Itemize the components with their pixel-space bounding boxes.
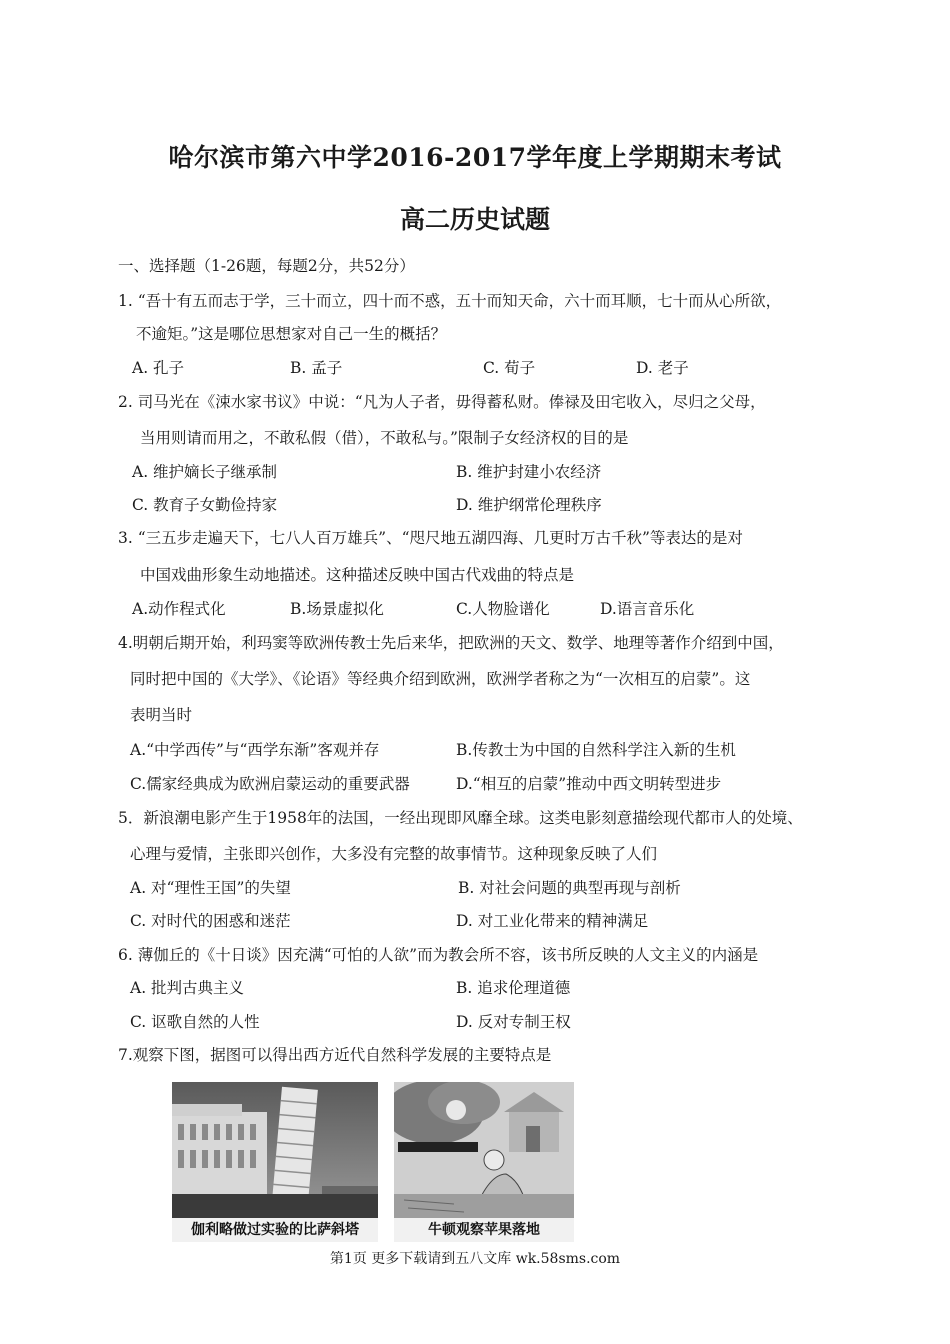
leaning-tower-photo <box>172 1082 378 1242</box>
question-line: 不逾矩。”这是哪位思想家对自己一生的概括？ <box>136 325 447 343</box>
option: C. 荀子 <box>483 359 536 377</box>
question-line: 中国戏曲形象生动地描述。这种描述反映中国古代戏曲的特点是 <box>140 566 575 584</box>
option: B. 追求伦理道德 <box>456 979 571 997</box>
leaning-tower-image <box>172 1082 378 1218</box>
option: D.“相互的启蒙”推动中西文明转型进步 <box>456 775 722 793</box>
figure-group <box>172 1082 574 1242</box>
option: B. 对社会问题的典型再现与剖析 <box>458 879 681 897</box>
question-line: 表明当时 <box>130 706 193 724</box>
option: C. 教育子女勤俭持家 <box>132 496 278 514</box>
exam-title: 哈尔滨市第六中学2016-2017学年度上学期期末考试 <box>168 143 782 172</box>
question-line: 5．新浪潮电影产生于1958年的法国，一经出现即风靡全球。这类电影刻意描绘现代都市人的处境、 <box>118 809 803 827</box>
option: D. 维护纲常伦理秩序 <box>456 496 602 514</box>
figure-caption: 牛顿观察苹果落地 <box>394 1218 574 1242</box>
question-line: 7.观察下图，据图可以得出西方近代自然科学发展的主要特点是 <box>118 1046 552 1064</box>
question-line: 同时把中国的《大学》、《论语》等经典介绍到欧洲，欧洲学者称之为“一次相互的启蒙”。这 <box>130 670 751 688</box>
option: B. 维护封建小农经济 <box>456 463 602 481</box>
option: D. 对工业化带来的精神满足 <box>456 912 649 930</box>
question-line: 3. “三五步走遍天下，七八人百万雄兵”、“咫尺地五湖四海、几更时万古千秋”等表达的是对 <box>118 529 743 547</box>
option: C. 对时代的困惑和迷茫 <box>130 912 291 930</box>
question-line: 当用则请而用之，不敢私假（借），不敢私与。”限制子女经济权的目的是 <box>140 429 629 447</box>
option: A.动作程式化 <box>132 600 226 618</box>
question-line: 6. 薄伽丘的《十日谈》因充满“可怕的人欲”而为教会所不容，该书所反映的人文主义的内涵是 <box>118 946 759 964</box>
question-line: 2. 司马光在《涑水家书议》中说：“凡为人子者，毋得蓄私财。俸禄及田宅收入，尽归之父母， <box>118 393 766 411</box>
option: B. 孟子 <box>290 359 343 377</box>
newton-apple-illustration <box>394 1082 574 1242</box>
option: B.传教士为中国的自然科学注入新的生机 <box>456 741 736 759</box>
option: A. 孔子 <box>132 359 185 377</box>
option: C. 讴歌自然的人性 <box>130 1013 260 1031</box>
question-line: 1. “吾十有五而志于学，三十而立，四十而不惑，五十而知天命，六十而耳顺，七十而从心所欲， <box>118 292 782 310</box>
option: A. 对“理性王国”的失望 <box>130 879 291 897</box>
exam-subtitle: 高二历史试题 <box>399 205 550 234</box>
question-line: 心理与爱情，主张即兴创作，大多没有完整的故事情节。这种现象反映了人们 <box>130 845 658 863</box>
option: C.人物脸谱化 <box>456 600 550 618</box>
page-footer: 第1页 更多下载请到五八文库 wk.58sms.com <box>329 1251 621 1267</box>
option: A. 批判古典主义 <box>130 979 245 997</box>
option: C.儒家经典成为欧洲启蒙运动的重要武器 <box>130 775 410 793</box>
figure-caption: 伽利略做过实验的比萨斜塔 <box>172 1218 378 1242</box>
option: B.场景虚拟化 <box>290 600 384 618</box>
newton-image <box>394 1082 574 1218</box>
option: D. 老子 <box>636 359 689 377</box>
section-heading: 一、选择题（1-26题，每题2分，共52分） <box>118 257 415 275</box>
option: D. 反对专制王权 <box>456 1013 571 1031</box>
option: D.语言音乐化 <box>600 600 695 618</box>
option: A.“中学西传”与“西学东渐”客观并存 <box>130 741 380 759</box>
option: A. 维护嫡长子继承制 <box>132 463 278 481</box>
question-line: 4.明朝后期开始，利玛窦等欧洲传教士先后来华，把欧洲的天文、数学、地理等著作介绍到中国， <box>118 634 784 652</box>
